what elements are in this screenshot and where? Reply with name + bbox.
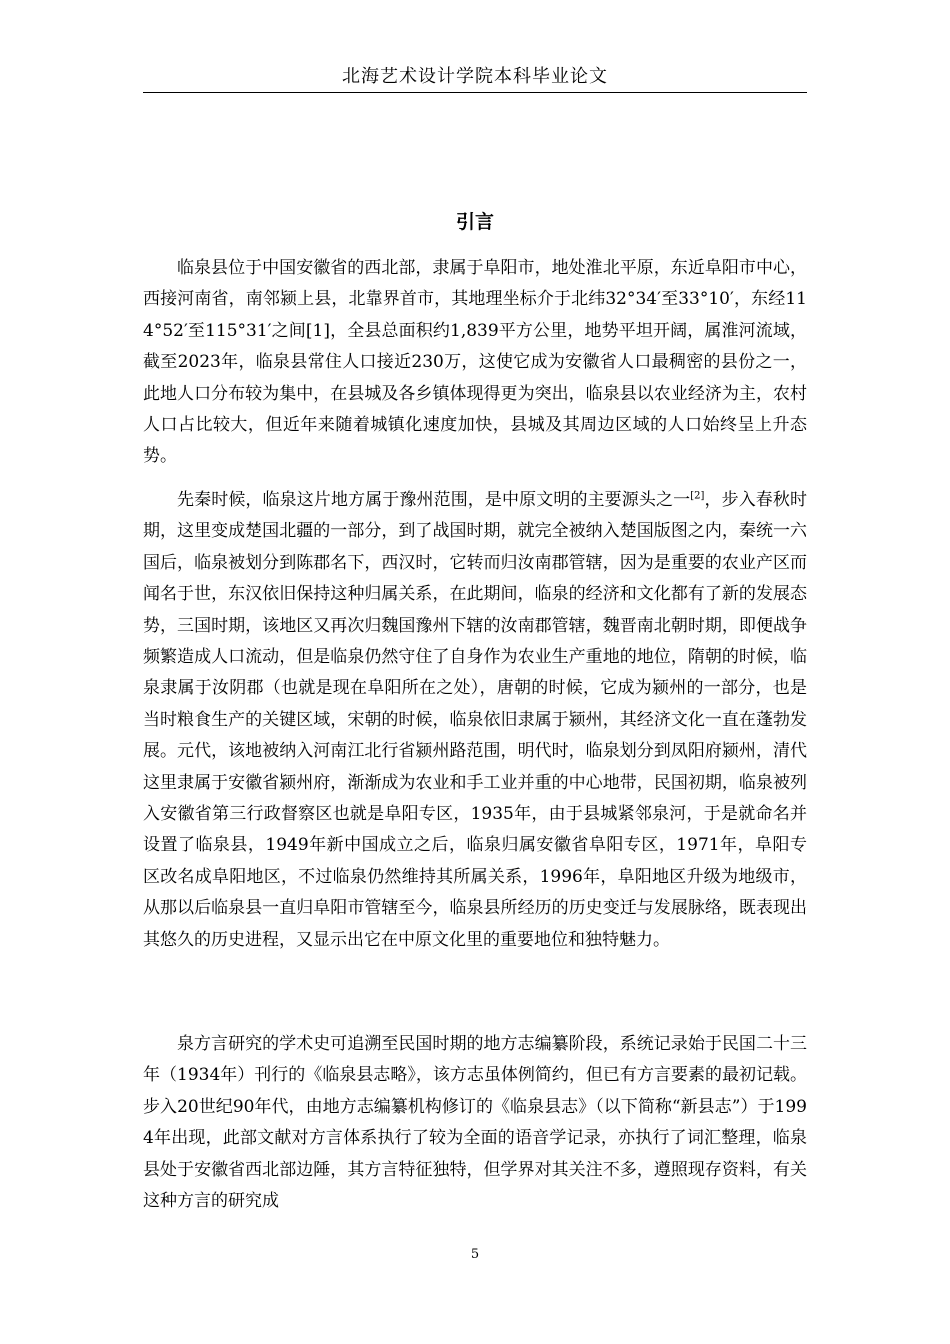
paragraph-1: 临泉县位于中国安徽省的西北部，隶属于阜阳市，地处淮北平原，东近阜阳市中心，西接河南省，南邻颍上县，北靠界首市，其地理坐标介于北纬32°34′至33°10′，东经114°52′至115°31′之间[1]，全县总面积约1,839平方公里，地势平坦开阔，属淮河流域，截至2023年，临泉县常住人口接近230万，这使它成为安徽省人口最稠密的县份之一，此地人口分布较为集中，在县城及各乡镇体现得更为突出，临泉县以农业经济为主，农村人口占比较大，但近年来随着城镇化速度加快，县城及其周边区域的人口始终呈上升态势。 bbox=[143, 258, 807, 467]
paragraph-2-text-a: 先秦时候，临泉这片地方属于豫州范围，是中原文明的主要源头之一 bbox=[177, 490, 691, 510]
paragraph-3: 泉方言研究的学术史可追溯至民国时期的地方志编纂阶段，系统记录始于民国二十三年（1934年）刊行的《临泉县志略》，该方志虽体例简约，但已有方言要素的最初记载。步入20世纪90年代，由地方志编纂机构修订的《临泉县志》（以下简称“新县志”）于1994年出现，此部文献对方言体系执行了较为全面的语音学记录，亦执行了词汇整理，临泉县处于安徽省西北部边陲，其方言特征独特，但学界对其关注不多，遵照现存资料，有关这种方言的研究成 bbox=[143, 1034, 807, 1212]
header-divider bbox=[143, 92, 807, 93]
header-title: 北海艺术设计学院本科毕业论文 bbox=[342, 66, 608, 87]
section-title: 引言 bbox=[455, 211, 494, 233]
page-number: 5 bbox=[470, 1247, 480, 1262]
paragraph-2-text-b: ，步入春秋时期，这里变成楚国北疆的一部分，到了战国时期，就完全被纳入楚国版图之内，秦统一六国后，临泉被划分到陈郡名下，西汉时，它转而归汝南郡管辖，因为是重要的农业产区而闻名于世，东汉依旧保持这种归属关系，在此期间，临泉的经济和文化都有了新的发展态势，三国时期，该地区又再次归魏国豫州下辖的汝南郡管辖，魏晋南北朝时期，即便战争频繁造成人口流动，但是临泉仍然守住了自身作为农业生产重地的地位，隋朝的时候，临泉隶属于汝阴郡（也就是现在阜阳所在之处），唐朝的时候，它成为颍州的一部分，也是当时粮食生产的关键区域，宋朝的时候，临泉依旧隶属于颍州，其经济文化一直在蓬勃发展。元代，该地被纳入河南江北行省颍州路范围，明代时，临泉划分到凤阳府颍州，清代这里隶属于安徽省颍州府，渐渐成为农业和手工业并重的中心地带，民国初期，临泉被列入安徽省第三行政督察区也就是阜阳专区，1935年，由于县城紧邻泉河，于是就命名并设置了临泉县，1949年新中国成立之后，临泉归属安徽省阜阳专区，1971年，阜阳专区改名成阜阳地区，不过临泉仍然维持其所属关系，1996年，阜阳地区升级为地级市，从那以后临泉县一直归阜阳市管辖至今，临泉县所经历的历史变迁与发展脉络，既表现出其悠久的历史进程，又显示出它在中原文化里的重要地位和独特魅力。 bbox=[143, 490, 808, 950]
citation-superscript: [2] bbox=[690, 490, 705, 502]
paragraph-2 bbox=[143, 485, 807, 956]
